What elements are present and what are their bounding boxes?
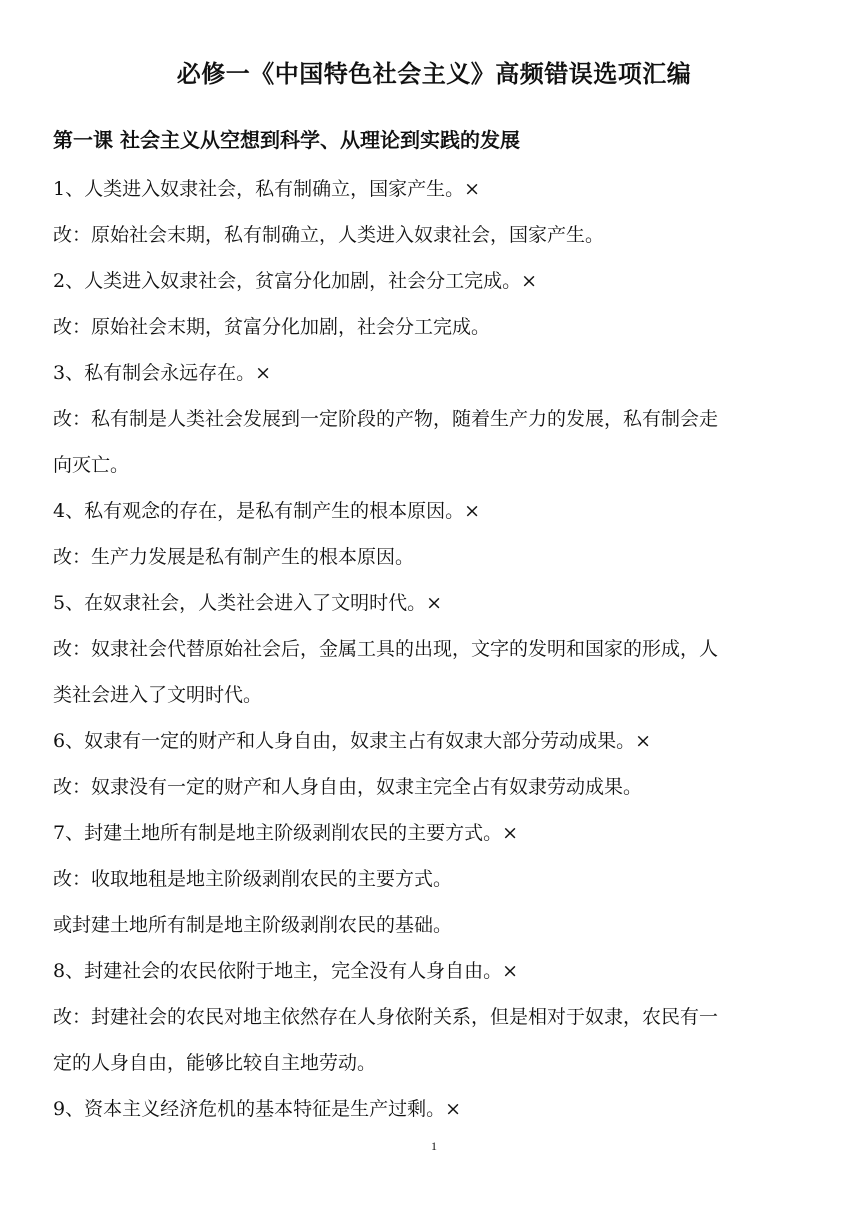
text-line: 3、私有制会永远存在。×	[53, 362, 272, 384]
text-line: 6、奴隶有一定的财产和人身自由，奴隶主占有奴隶大部分劳动成果。×	[53, 730, 652, 752]
text-line: 或封建土地所有制是地主阶级剥削农民的基础。	[53, 914, 453, 936]
text-line: 1、人类进入奴隶社会，私有制确立，国家产生。×	[53, 178, 481, 200]
text-line: 向灭亡。	[53, 454, 130, 476]
text-line: 改：奴隶社会代替原始社会后，金属工具的出现，文字的发明和国家的形成，人	[53, 638, 719, 660]
text-line: 改：收取地租是地主阶级剥削农民的主要方式。	[53, 868, 453, 890]
text-line: 7、封建土地所有制是地主阶级剥削农民的主要方式。×	[53, 822, 519, 844]
section-heading: 第一课 社会主义从空想到科学、从理论到实践的发展	[53, 128, 520, 152]
text-line: 改：私有制是人类社会发展到一定阶段的产物，随着生产力的发展，私有制会走	[53, 408, 719, 430]
text-line: 定的人身自由，能够比较自主地劳动。	[53, 1052, 377, 1074]
text-line: 2、人类进入奴隶社会，贫富分化加剧，社会分工完成。×	[53, 270, 538, 292]
document-title: 必修一《中国特色社会主义》高频错误选项汇编	[176, 60, 692, 88]
text-line: 改：原始社会末期，贫富分化加剧，社会分工完成。	[53, 316, 491, 338]
document-body	[53, 166, 821, 1132]
text-line: 改：奴隶没有一定的财产和人身自由，奴隶主完全占有奴隶劳动成果。	[53, 776, 643, 798]
text-line: 5、在奴隶社会，人类社会进入了文明时代。×	[53, 592, 443, 614]
text-line: 改：原始社会末期，私有制确立，人类进入奴隶社会，国家产生。	[53, 224, 605, 246]
text-line: 9、资本主义经济危机的基本特征是生产过剩。×	[53, 1098, 462, 1120]
text-line: 8、封建社会的农民依附于地主，完全没有人身自由。×	[53, 960, 519, 982]
text-line: 类社会进入了文明时代。	[53, 684, 263, 706]
text-line: 改：封建社会的农民对地主依然存在人身依附关系，但是相对于奴隶，农民有一	[53, 1006, 719, 1028]
text-line: 改：生产力发展是私有制产生的根本原因。	[53, 546, 415, 568]
page-number: 1	[431, 1139, 437, 1153]
text-line: 4、私有观念的存在，是私有制产生的根本原因。×	[53, 500, 481, 522]
